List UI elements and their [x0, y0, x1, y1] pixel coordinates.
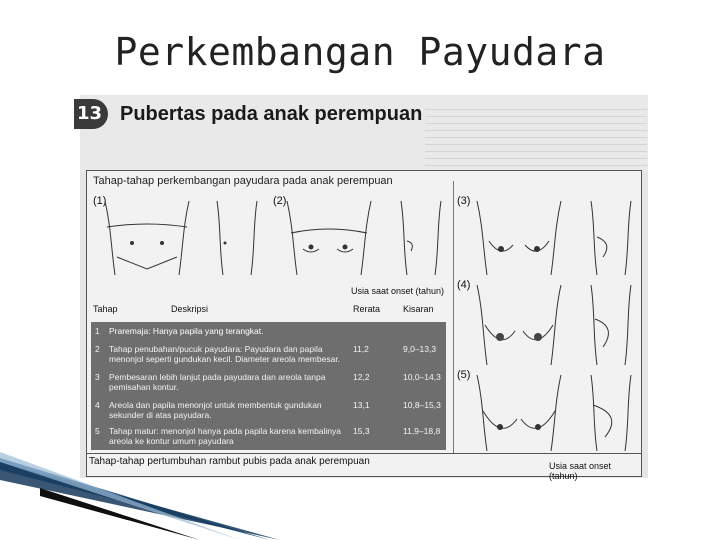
cell-stage-number: 5 — [95, 426, 100, 436]
cell-stage-number: 3 — [95, 372, 100, 382]
stage-3-illustration — [467, 197, 639, 277]
cell-range: 10,8–15,3 — [403, 400, 441, 410]
col-header-kisaran: Kisaran — [403, 304, 434, 314]
cell-mean: 11,2 — [353, 344, 369, 354]
panel-divider-vertical — [453, 181, 454, 453]
decorative-swoosh — [0, 440, 300, 540]
cell-stage-number: 4 — [95, 400, 100, 410]
stage-1-illustration — [97, 197, 267, 277]
background-text-block — [425, 105, 647, 171]
stage-4-illustration — [467, 281, 639, 367]
table-row — [91, 370, 446, 390]
col-header-deskripsi: Deskripsi — [171, 304, 209, 314]
cell-description: Areola dan papila menonjol untuk membentuk gundukan sekunder di atas payudara. — [109, 400, 322, 420]
stage-label-5: (5) — [457, 369, 471, 381]
table-body — [91, 322, 446, 450]
cell-description: Praremaja: Hanya papila yang terangkat. — [109, 326, 264, 336]
cell-stage-number: 2 — [95, 344, 100, 354]
col-header-rerata: Rerata — [353, 304, 381, 314]
stage-label-2: (2) — [273, 195, 287, 207]
cell-range: 9,0–13,3 — [403, 344, 437, 354]
table-header-row — [91, 304, 446, 318]
cell-mean: 12,2 — [353, 372, 370, 382]
footer-onset-label: Usia saat onset (tahun) — [549, 461, 612, 481]
stage-label-3: (3) — [457, 195, 471, 207]
cell-description: Tahap penubahan/pucuk payudara: Payudara dan papila menonjol seperti gundukan kecil. Diameter areola membesar. — [109, 344, 341, 364]
stage-label-1: (1) — [93, 195, 107, 207]
col-header-tahap: Tahap — [93, 304, 118, 314]
chapter-title: Pubertas pada anak perempuan — [120, 103, 423, 125]
cell-range: 10,0–14,3 — [403, 372, 441, 382]
table-row — [91, 342, 446, 362]
cell-description: Tahap matur: menonjol hanya pada papila karena kembalinya areola ke kontur umum payudara — [109, 426, 342, 446]
slide-title: Perkembangan Payudara — [114, 30, 606, 74]
cell-range: 11,9–18,8 — [403, 426, 441, 436]
stage-2-illustration — [277, 197, 449, 277]
pubic-hair-caption: Tahap-tahap pertumbuhan rambut pubis pada anak perempuan — [89, 456, 370, 467]
breast-development-panel — [86, 170, 642, 481]
cell-mean: 13,1 — [353, 400, 370, 410]
stage-5-illustration — [467, 371, 639, 453]
chapter-number-badge: 13 — [74, 99, 108, 129]
cell-stage-number: 1 — [95, 326, 100, 336]
cell-description: Pembesaran lebih lanjut pada payudara dan areola tanpa pemisahan kontur. — [109, 372, 326, 392]
cell-mean: 15,3 — [353, 426, 370, 436]
panel-title: Tahap-tahap perkembangan payudara pada anak perempuan — [93, 175, 393, 187]
textbook-scan — [76, 95, 648, 481]
table-row — [91, 324, 446, 344]
stage-label-4: (4) — [457, 279, 471, 291]
table-row — [91, 398, 446, 418]
onset-header: Usia saat onset (tahun) — [351, 286, 445, 296]
